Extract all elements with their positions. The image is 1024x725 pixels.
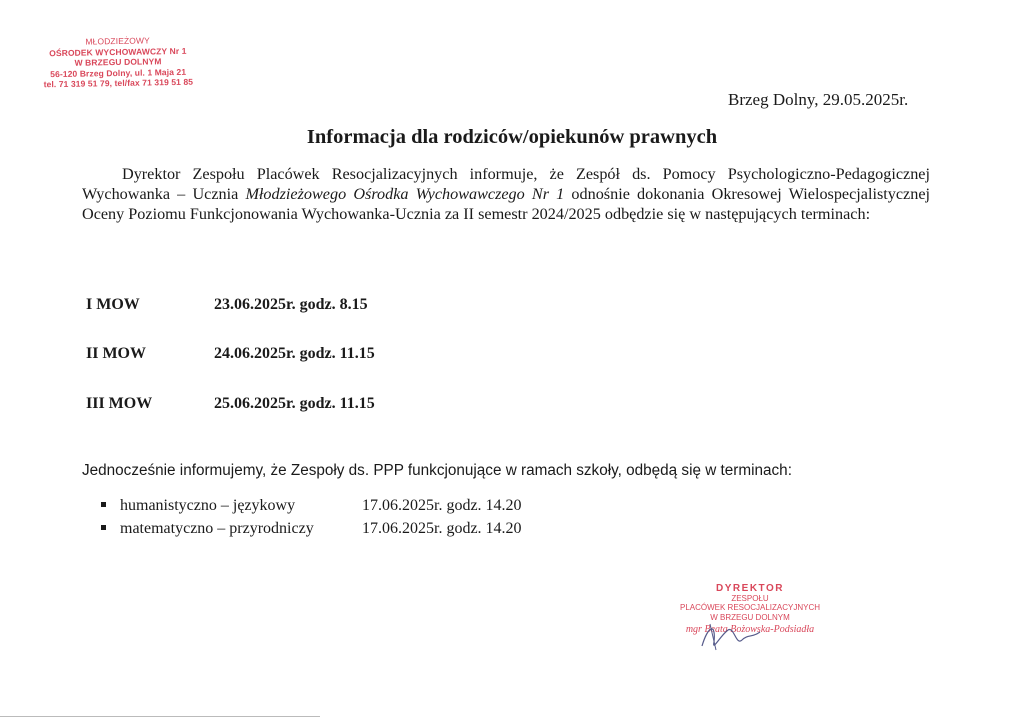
schedule-row <box>86 296 368 314</box>
stamp-line: 56-120 Brzeg Dolny, ul. 1 Maja 21 <box>50 66 187 79</box>
document-title: Informacja dla rodziców/opiekunów prawnych <box>306 126 718 148</box>
stamp-head: DYREKTOR <box>716 583 784 594</box>
bullet-icon <box>101 525 106 530</box>
stamp-line: OŚRODEK WYCHOWAWCZY Nr 1 <box>49 45 187 58</box>
schedule-row <box>86 395 375 413</box>
document-date: Brzeg Dolny, 29.05.2025r. <box>728 90 909 109</box>
team-date: 17.06.2025r. godz. 14.20 <box>362 520 522 537</box>
signature-stroke <box>702 629 760 646</box>
schedule-date: 25.06.2025r. godz. 11.15 <box>214 395 375 412</box>
team-date: 17.06.2025r. godz. 14.20 <box>362 497 522 514</box>
intro-text: Dyrektor Zespołu Placówek Resocjalizacyjnych informuje, że Zespół ds. Pomocy Psychologiczno-Pedagogicznej Wychowanka – Ucznia <box>82 165 930 203</box>
intro-paragraph <box>82 164 930 224</box>
schedule-row <box>86 345 375 363</box>
stamp-line: PLACÓWEK RESOCJALIZACYJNYCH <box>679 603 821 612</box>
signatory-name: mgr Beata Bożowska-Podsiadła <box>685 624 815 635</box>
stamp-line: W BRZEGU DOLNYM <box>710 612 790 622</box>
schedule-name: III MOW <box>86 395 153 412</box>
team-label: matematyczno – przyrodniczy <box>120 520 314 537</box>
schedule-name: II MOW <box>86 345 146 362</box>
schedule-date: 23.06.2025r. godz. 8.15 <box>214 296 368 313</box>
announcement-text: Jednocześnie informujemy, że Zespoły ds. PPP funkcjonujące w ramach szkoły, odbędą się w terminach: <box>82 462 792 479</box>
stamp-line: W BRZEGU DOLNYM <box>74 56 162 68</box>
institution-stamp <box>28 34 209 90</box>
intro-emphasis: Młodzieżowego Ośrodka Wychowawczego Nr 1 <box>245 185 565 203</box>
team-label: humanistyczno – językowy <box>120 497 296 514</box>
handwritten-signature <box>690 616 770 656</box>
bullet-icon <box>101 502 106 507</box>
schedule-date: 24.06.2025r. godz. 11.15 <box>214 345 375 362</box>
intro-text-end: odnośnie dokonania Okresowej Wielospecjalistycznej Oceny Poziomu Funkcjonowania Wychowanka-Ucznia za II semestr 2024/2025 odbędzie się w następujących terminach: <box>82 185 931 223</box>
list-item <box>101 520 522 538</box>
page-edge-line <box>0 716 320 717</box>
stamp-line: MŁODZIEŻOWY <box>85 35 150 47</box>
stamp-line: tel. 71 319 51 79, tel/fax 71 319 51 85 <box>43 76 194 90</box>
signature-stroke <box>710 624 716 650</box>
list-item <box>101 497 522 515</box>
stamp-line: ZESPOŁU <box>731 593 769 603</box>
schedule-name: I MOW <box>86 296 140 313</box>
